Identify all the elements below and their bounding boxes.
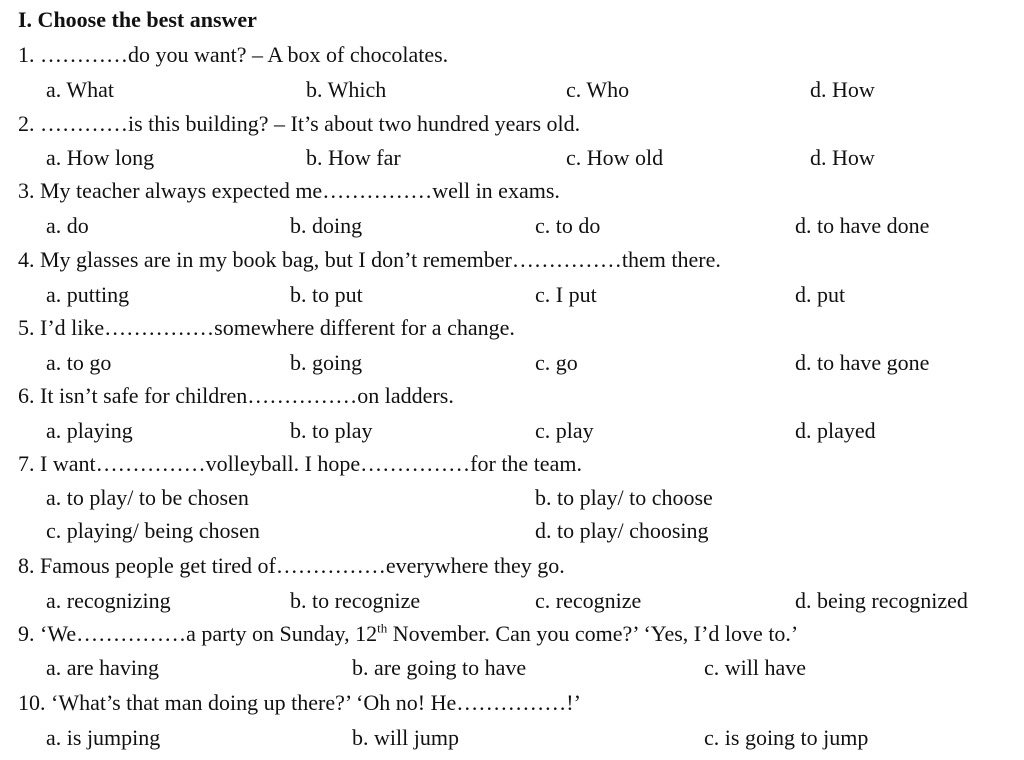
q9-option-b[interactable]: b. are going to have: [352, 655, 527, 680]
q1-option-d[interactable]: d. How: [810, 77, 875, 102]
q9-text-after: November. Can you come?’ ‘Yes, I’d love to.’: [387, 621, 799, 646]
question-7: 7. I want……………volleyball. I hope……………for the team.: [18, 451, 582, 476]
question-1: 1. …………do you want? – A box of chocolates.: [18, 42, 449, 67]
question-3: 3. My teacher always expected me……………well in exams.: [18, 178, 560, 203]
q4-option-b[interactable]: b. to put: [290, 282, 363, 307]
question-6: 6. It isn’t safe for children……………on ladders.: [18, 383, 454, 408]
q1-option-a[interactable]: a. What: [46, 77, 115, 102]
q9-option-a[interactable]: a. are having: [46, 655, 159, 680]
question-10: 10. ‘What’s that man doing up there?’ ‘Oh no! He……………!’: [18, 690, 581, 715]
question-2: 2. …………is this building? – It’s about two hundred years old.: [18, 111, 581, 136]
q4-option-a[interactable]: a. putting: [46, 282, 130, 307]
q1-option-c[interactable]: c. Who: [566, 77, 630, 102]
q3-option-d[interactable]: d. to have done: [795, 213, 930, 238]
q2-option-b[interactable]: b. How far: [306, 145, 401, 170]
q5-option-b[interactable]: b. going: [290, 350, 363, 375]
q6-option-d[interactable]: d. played: [795, 418, 876, 443]
question-8: 8. Famous people get tired of……………everywhere they go.: [18, 553, 565, 578]
q7-option-c[interactable]: c. playing/ being chosen: [46, 518, 260, 543]
q8-option-c[interactable]: c. recognize: [535, 588, 642, 613]
question-5: 5. I’d like……………somewhere different for a change.: [18, 315, 515, 340]
q6-option-c[interactable]: c. play: [535, 418, 594, 443]
q7-option-b[interactable]: b. to play/ to choose: [535, 485, 713, 510]
q2-option-a[interactable]: a. How long: [46, 145, 155, 170]
q7-option-a[interactable]: a. to play/ to be chosen: [46, 485, 249, 510]
q4-option-d[interactable]: d. put: [795, 282, 846, 307]
question-4: 4. My glasses are in my book bag, but I don’t remember……………them there.: [18, 247, 721, 272]
q3-option-a[interactable]: a. do: [46, 213, 89, 238]
q5-option-d[interactable]: d. to have gone: [795, 350, 930, 375]
section-title: I. Choose the best answer: [18, 7, 257, 32]
q9-text-before: 9. ‘We……………a party on Sunday, 12: [18, 621, 378, 646]
q6-option-a[interactable]: a. playing: [46, 418, 133, 443]
q9-ordinal-suffix: th: [377, 620, 388, 636]
q4-option-c[interactable]: c. I put: [535, 282, 597, 307]
q10-option-a[interactable]: a. is jumping: [46, 725, 161, 750]
q8-option-b[interactable]: b. to recognize: [290, 588, 421, 613]
q8-option-d[interactable]: d. being recognized: [795, 588, 968, 613]
q5-option-c[interactable]: c. go: [535, 350, 578, 375]
q2-option-c[interactable]: c. How old: [566, 145, 664, 170]
q1-option-b[interactable]: b. Which: [306, 77, 387, 102]
q7-option-d[interactable]: d. to play/ choosing: [535, 518, 709, 543]
q3-option-b[interactable]: b. doing: [290, 213, 363, 238]
q10-option-b[interactable]: b. will jump: [352, 725, 459, 750]
question-9: [18, 621, 798, 647]
q3-option-c[interactable]: c. to do: [535, 213, 601, 238]
q8-option-a[interactable]: a. recognizing: [46, 588, 171, 613]
q6-option-b[interactable]: b. to play: [290, 418, 373, 443]
q9-option-c[interactable]: c. will have: [704, 655, 807, 680]
q2-option-d[interactable]: d. How: [810, 145, 875, 170]
q5-option-a[interactable]: a. to go: [46, 350, 112, 375]
q10-option-c[interactable]: c. is going to jump: [704, 725, 869, 750]
